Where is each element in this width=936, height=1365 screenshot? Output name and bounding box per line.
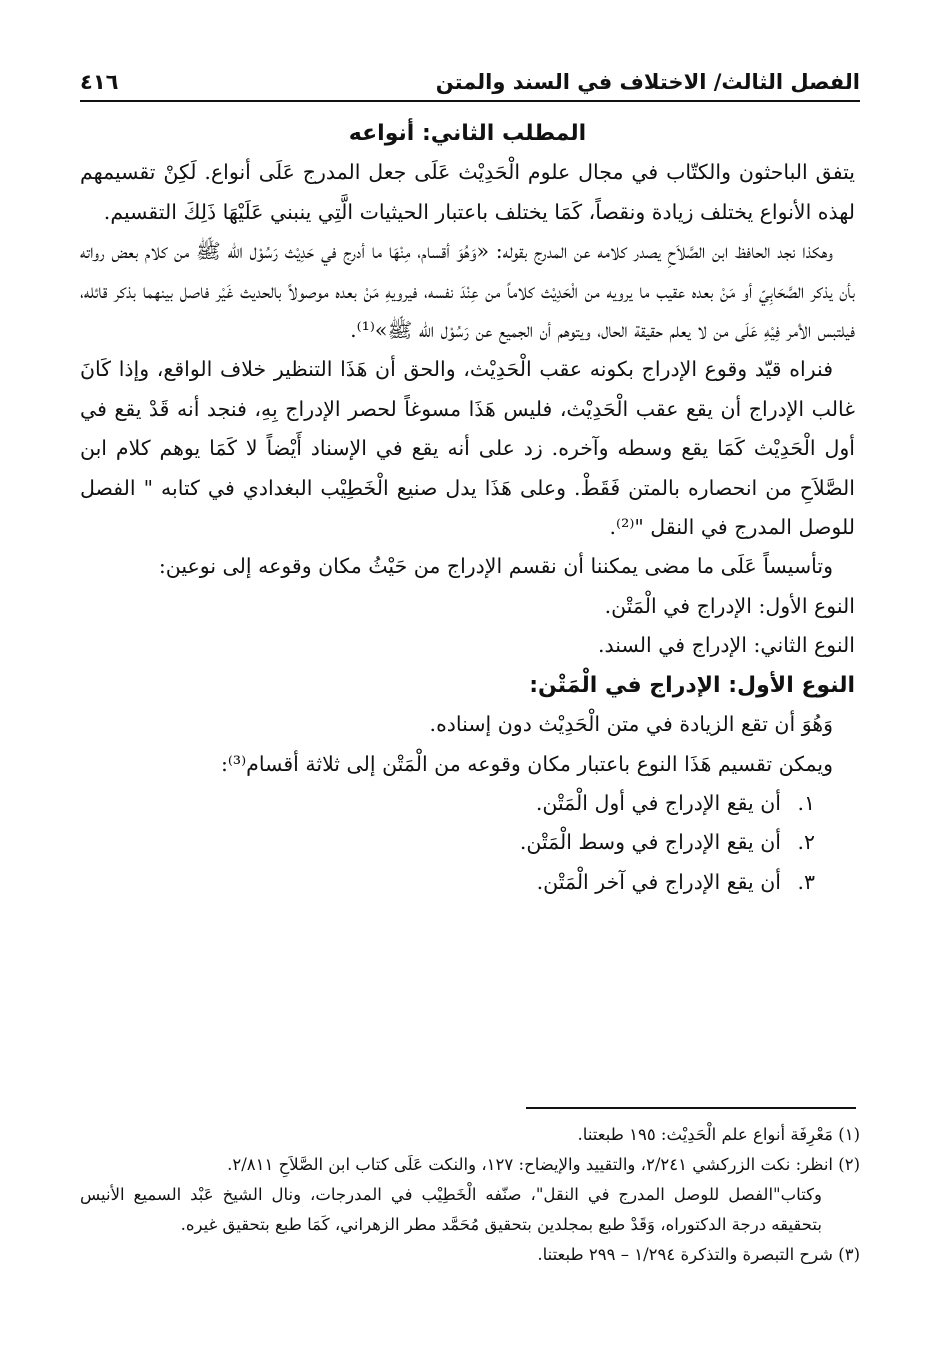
main-text — [80, 114, 855, 902]
list-text: أن يقع الإدراج في آخر الْمَتْن. — [536, 869, 781, 894]
running-title: الفصل الثالث/ الاختلاف في السند والمتن — [435, 70, 860, 94]
page-number: ٤١٦ — [80, 70, 119, 94]
footnote-2: (٢) انظر: نكت الزركشي ٢/٢٤١، والتقييد والإيضاح: ١٢٧، والنكت عَلَى كتاب ابن الصَّلاَحِ ٢/٨١١. — [227, 1155, 860, 1174]
section-title: المطلب الثاني: أنواعه — [348, 121, 587, 146]
list-text: أن يقع الإدراج في وسط الْمَتْن. — [519, 830, 781, 855]
paragraph-4: وتأسيساً عَلَى ما مضى يمكننا أن نقسم الإدراج من حَيْثُ مكان وقوعه إلى نوعين: — [158, 554, 833, 579]
footnote-1: (١) مَعْرِفَة أنواع علم الْحَدِيْث: ١٩٥ طبعتنا. — [577, 1125, 860, 1144]
subheading-type-1: النوع الأول: الإدراج في الْمَتْن: — [529, 672, 855, 698]
list-number: ١. — [797, 790, 815, 815]
paragraph-3: فنراه قيّد وقوع الإدراج بكونه عقب الْحَدِيْث، والحق أن هَذَا التنظير خلاف الواقع، وإذا كَانَ غالب الإدراج أن يقع عقب الْحَدِيْث، فليس هَذَا مسوغاً لحصر الإدراج بِهِ، فنجد أنه قَدْ يقع في أول الْحَدِيْث كَمَا يقع وسطه وآخره. زد على أنه يقع في الإسناد أَيْضاً لا كَمَا يوهم كلام ابن الصَّلاَحِ من انحصاره بالمتن فَقَطْ. وعلى هَذَا يدل صنيع الْخَطِيْب البغدادي في كتابه " الفصل للوصل المدرج في النقل "⁽²⁾. — [80, 357, 855, 540]
list-text: أن يقع الإدراج في أول الْمَتْن. — [535, 790, 781, 815]
paragraph-1: يتفق الباحثون والكتّاب في مجال علوم الْحَدِيْث عَلَى جعل المدرج عَلَى أنواع. لَكِنْ تقسيمهم لهذه الأنواع يختلف زيادة ونقصاً، كَمَا يختلف باعتبار الحيثيات الَّتِي ينبني عَلَيْهَا ذَلِكَ التقسيم. — [80, 160, 855, 224]
list-item — [80, 863, 855, 902]
footnote-rule — [526, 1107, 856, 1109]
paragraph-5: وَهُوَ أن تقع الزيادة في متن الْحَدِيْث دون إسناده. — [429, 712, 833, 737]
paragraph-6: ويمكن تقسيم هَذَا النوع باعتبار مكان وقوعه من الْمَتْن إلى ثلاثة أقسام⁽³⁾: — [220, 751, 833, 776]
header-rule — [80, 100, 860, 102]
list-item — [80, 823, 855, 862]
list-number: ٢. — [797, 830, 815, 855]
type-1-line: النوع الأول: الإدراج في الْمَتْن. — [604, 593, 855, 618]
footnote-2-continuation: وكتاب"الفصل للوصل المدرج في النقل"، صنّفه الْخَطِيْب في المدرجات، ونال الشيخ عَبْد السميع الأنيس بتحقيقه درجة الدكتوراه، وَقَدْ طبع بمجلدين بتحقيق مُحَمَّد مطر الزهراني، كَمَا طبع بتحقيق غيره. — [80, 1185, 822, 1234]
paragraph-2: وهكذا نجد الحافظ ابن الصَّلاَحِ يصدر كلامه عن المدرج بقوله: «وَهُوَ أقسام، مِنْهَا ما أدرج في حَدِيْث رَسُوْل الله ﷺ من كلام بعض رواته بأن يذكر الصَّحَابِيّ أو مَنْ بعده عقيب ما يرويه من الْحَدِيْث كلاماً من عِنْدَ نفسه، فيرويهِ مَنْ بعده موصولاً بالحديث غَيْر فاصل بينهما بذكر قائله، فيلتبس الأمر فِيْهِ عَلَى من لا يعلم حقيقة الحال، ويتوهم أن الجميع عن رَسُوْل الله ﷺ»⁽¹⁾. — [80, 239, 855, 343]
list-item — [80, 784, 855, 823]
footnote-3: (٣) شرح التبصرة والتذكرة ١/٢٩٤ – ٢٩٩ طبعتنا. — [537, 1245, 860, 1264]
footnotes — [80, 1120, 860, 1270]
type-2-line: النوع الثاني: الإدراج في السند. — [597, 633, 855, 658]
list-number: ٣. — [797, 869, 815, 894]
page-header — [80, 62, 860, 102]
